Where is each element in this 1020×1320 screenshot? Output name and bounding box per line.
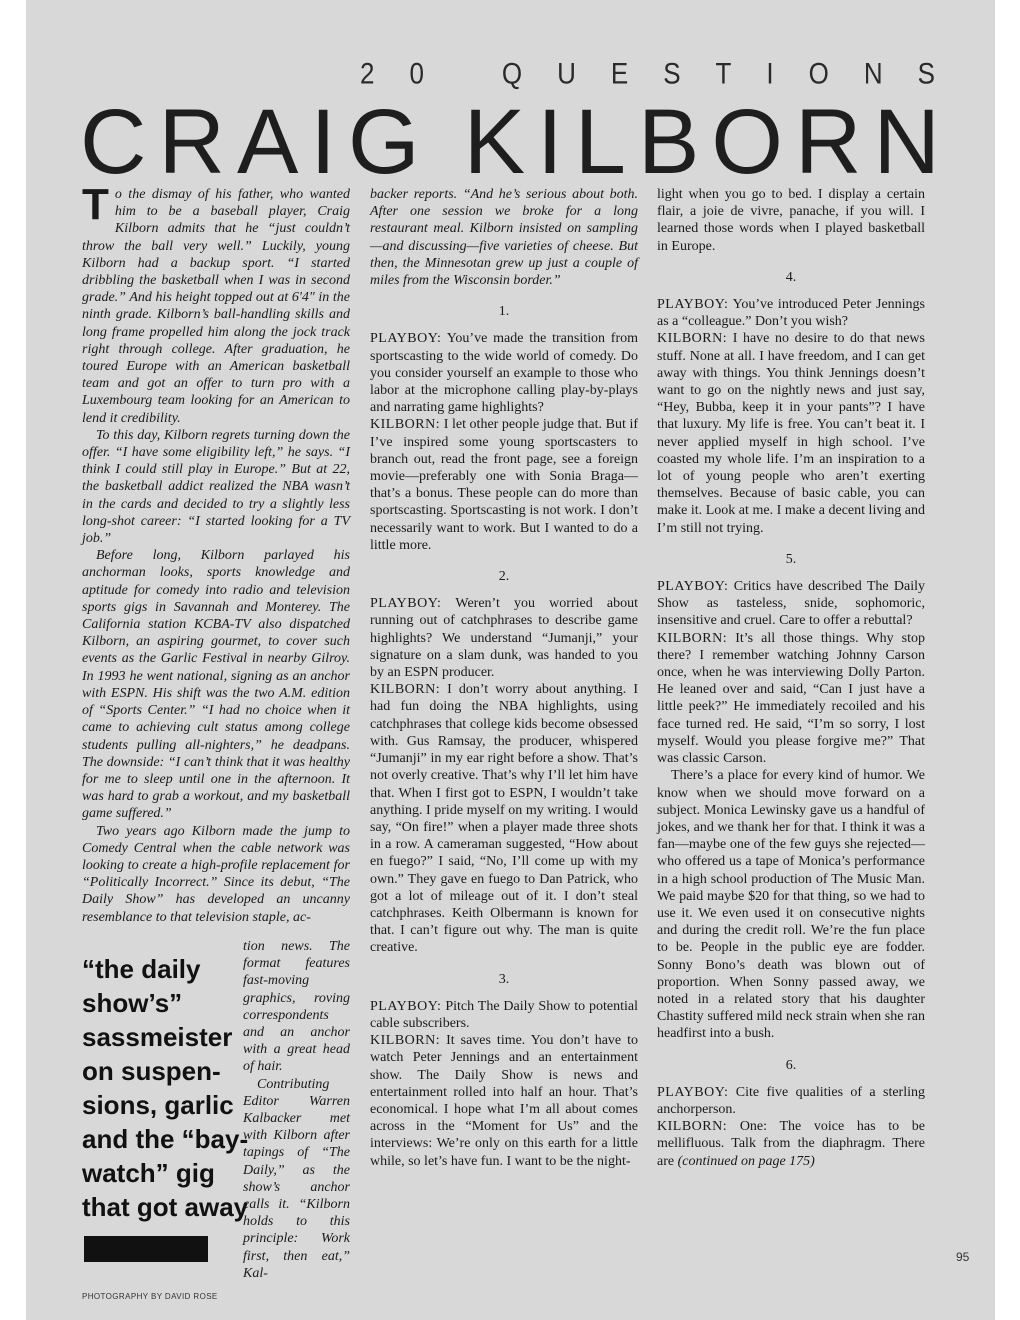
kicker-letter: N [863,55,883,91]
kicker-letter: U [557,55,576,91]
intro-column [82,180,350,926]
question [657,296,925,330]
answer [657,330,925,536]
headline-letter: B [637,91,700,193]
pull-quote-line: sions, garlic [82,1090,234,1120]
headline-letter: L [574,91,626,193]
speaker-label: PLAYBOY: [657,1084,729,1100]
headline [80,92,940,192]
question-number: 2. [498,569,510,585]
question-text: You’ve made the transition from sportscasting to the wide world of comedy. Do you consider yourself an example to those who labor at the microphone calling play-by-plays and narrating game highlights? [370,331,638,416]
question-number: 4. [785,269,797,285]
intro-paragraph: Before long, Kilborn parlayed his anchorman looks, sports knowledge and aptitude for comedy into radio and television sports gigs in Savannah and Monterey. The California station KCBA-TV also dispatched Kilborn, an aspiring gourmet, to cover such events as the Garlic Festival in nearby Gilroy. In 1993 he went national, signing as an anchor with ESPN. His shift was the two A.M. edition of “Sports Center.” “I had no choice when it came to achieving cult status among college students pulling all-nighters,” he deadpans. The downside: “I can’t think that it was healthy for me to sleep until one in the afternoon. It was hard to grab a workout, and my basketball game suffered.” [82,548,350,822]
speaker-label: PLAYBOY: [657,579,729,595]
headline-letter: A [237,91,299,193]
speaker-label: KILBORN: [370,417,441,433]
kicker-gap [459,56,467,92]
speaker-label: KILBORN: [657,630,728,646]
decorative-bar [84,1236,208,1262]
speaker-label: PLAYBOY: [370,331,442,347]
headline-letter: N [873,91,940,193]
headline-letter: R [794,91,862,193]
speaker-label: PLAYBOY: [657,297,729,313]
answer-paragraph: There’s a place for every kind of humor. We know when we should move forward on a subject. Monica Lewinsky gave us a handful of jokes, and we thank her for that. I think it was a fan—maybe one of the few guys she rejected—who offered us a tape of Monica’s performance in a high school production of The Music Man. We paid maybe $20 for that thing, so we had to use it. We even used it on consecutive nights and during the credit roll. We’re the fun place to be. People in the public eye are fodder. Sonny Bono’s death was blown out of proportion. When Sonny passed away, we noted in a related story that his daughter Chastity suffered mild neck strain when she ran headfirst into a bush. [657,768,925,1042]
answer-text: One: The voice has to be mellifluous. Talk from the diaphragm. There are [657,1119,926,1169]
question-number: 5. [785,551,797,567]
answer [370,1032,638,1170]
answer-text: It’s all those things. Why stop there? I remember watching Johnny Carson once, when he was interviewing Dolly Parton. He leaned over and said, “Can I just have a little peek?” He immediately recoiled and his face turned red. He said, “I’m so sorry, I lost myself. Would you please forgive me?” That was classic Carson. [657,630,926,767]
answer-text: I don’t worry about anything. I had fun doing the NBA highlights, using catchphrases that college kids become obsessed with. Gus Ramsay, the producer, whispered “Jumanji” in my ear right before a show. That’s not overly creative. That’s why I’ll let him have that. When I first got to ESPN, I wouldn’t take anything. I pride myself on my writing. I would say, “On fire!” when a player made three shots in a row. A cameraman suggested, “How about en fuego?” I said, “No, I’ll come up with my own.” They gave en fuego to Dan Patrick, who got a lot of mileage out of it. I don’t steal catchphrases. Keith Olbermann is known for that. I can’t figure out why. The man is quite creative. [370,682,639,956]
pull-quote-line: that got away [82,1192,249,1222]
pull-quote-line: watch” gig [82,1158,215,1188]
question-number: 1. [498,304,510,320]
question [657,1084,925,1118]
speaker-label: KILBORN: [657,331,728,347]
question-text: You’ve introduced Peter Jennings as a “colleague.” Don’t you wish? [657,297,925,330]
answer [657,1118,925,1170]
answer-text: I let other people judge that. But if I’ve inspired some young sportscasters to branch out, read the front page, see a foreign movie—preferably one with Sonia Braga—that’s a bonus. These people can do more than sportscasting. Sportscasting is not work. I don’t necessarily want to work. But I wanted to do a little more. [370,417,638,553]
intro-paragraph [82,180,350,427]
speaker-label: PLAYBOY: [370,596,442,612]
headline-gap [432,92,452,192]
page-number: 95 [956,1250,970,1264]
interview-column-2 [370,186,638,1170]
speaker-label: KILBORN: [370,682,441,698]
drop-cap: T [82,180,109,229]
answer [370,416,638,554]
speaker-label: KILBORN: [370,1033,441,1049]
kicker-letter: O [808,55,829,91]
answer-text: It saves time. You don’t have to watch Peter Jennings and an entertainment show. The Daily Show is news and entertainment rolled into half an hour. That’s economical. I hope what I’m all about comes across in the “Moment for Us” and the interviews: We’re only on this earth for a little while, so let’s have fun. I want to be the night- [370,1033,638,1169]
intro-paragraph: backer reports. “And he’s serious about both. After one session we broke for a long restaurant meal. Kilborn insisted on sampling—and discussing—five varieties of cheese. But then, the Minnesotan grew up just a couple of miles from the Wisconsin border.” [370,187,638,289]
kicker-letter: Q [501,55,523,91]
answer [657,630,925,768]
kicker-letter: S [663,55,681,91]
question [657,578,925,630]
intro-paragraph: Two years ago Kilborn made the jump to Comedy Central when the cable network was looking to create a high-profile replacement for “Politically Incorrect.” Since its debut, “The Daily Show” has developed an uncanny resemblance to that television staple, ac- [82,823,350,925]
answer [370,681,638,956]
photo-credit: PHOTOGRAPHY BY DAVID ROSE [82,1292,218,1301]
pull-quote-line: sassmeister [82,1022,233,1052]
intro-column-narrow [243,938,350,1282]
question [370,595,638,681]
pull-quote-line: on suspen- [82,1056,221,1086]
kicker-letter: 2 [360,55,375,91]
interview-column-3 [657,186,925,1170]
intro-text: o the dismay of his father, who wanted him to be a baseball player, Craig Kilborn admits that he “just couldn’t throw the ball very well.” Luckily, young Kilborn had a backup sport. “I started dribbling the basketball when I was in second grade.” And his height topped out at 6'4" in the ninth grade. Kilborn’s ball-handling skills and long frame propelled him along the jock track right through college. After graduation, he toured Europe with an American basketball team and got an offer to turn pro with a Luxembourg team looking for an American to lend it credibility. [82,187,350,426]
headline-letter: R [158,91,225,193]
question [370,998,638,1032]
headline-letter: I [310,91,336,193]
question-text: Cite five qualities of a sterling anchorperson. [657,1084,925,1117]
speaker-label: KILBORN: [657,1119,728,1135]
question-number: 6. [785,1057,797,1073]
kicker-letter: T [715,55,732,91]
headline-letter: K [463,91,526,193]
pull-quote-line: and the “bay- [82,1124,249,1154]
kicker-letter: I [766,55,774,91]
answer-continued: light when you go to bed. I display a certain flair, a joie de vivre, panache, if you will. I learned those words when I played basketball in Europe. [657,187,925,254]
intro-paragraph: To this day, Kilborn regrets turning down the offer. “I have some eligibility left,” he says. “I think I could still play in Europe.” But at 22, the basketball addict realized the NBA wasn’t in the cards and decided to try a slightly less long-shot career: “I started looking for a TV job.” [82,427,350,547]
pull-quote [82,952,249,1224]
intro-paragraph: tion news. The format features fast-moving graphics, roving correspondents and an anchor with a great head of hair. [243,939,350,1075]
question-number: 3. [498,971,510,987]
kicker-letter: 0 [409,55,424,91]
answer-text: I have no desire to do that news stuff. None at all. I have freedom, and I can get away with things. You think Jennings doesn’t want to go on the nightly news and just say, “Hey, Bubba, keep it in your pants”? I have that luxury. My life is free. You can’t beat it. I never applied myself in high school. I’ve coasted my whole life. I’m an inspiration to a lot of young people who aren’t exerting themselves. Because of basic cable, you can make it. Look at me. I make a decent living and I’m still not trying. [657,331,925,536]
question-text: Pitch The Daily Show to potential cable subscribers. [370,998,639,1031]
question-text: Weren’t you worried about running out of catchphrases to describe game highlights? We understand “Jumanji,” your signature on a slam dunk, was handed to you by an ESPN producer. [370,596,638,681]
headline-letter: G [348,91,420,193]
continued-link[interactable]: (continued on page 175) [677,1153,815,1169]
question-text: Critics have described The Daily Show as tasteless, snide, sophomoric, insensitive and cruel. Care to offer a rebuttal? [657,579,925,629]
question [370,330,638,416]
speaker-label: PLAYBOY: [370,998,442,1014]
intro-paragraph: Contributing Editor Warren Kalbacker met with Kilborn after tapings of “The Daily,” as the show’s anchor calls it. “Kilborn holds to this principle: Work first, then eat,” Kal- [243,1076,350,1281]
pull-quote-line: show’s” [82,988,183,1018]
headline-letter: C [80,91,147,193]
headline-letter: I [537,91,563,193]
kicker-letter: S [917,55,935,91]
headline-letter: O [711,91,783,193]
pull-quote-line: “the daily [82,954,201,984]
section-kicker [360,55,935,91]
kicker-letter: E [610,55,629,91]
